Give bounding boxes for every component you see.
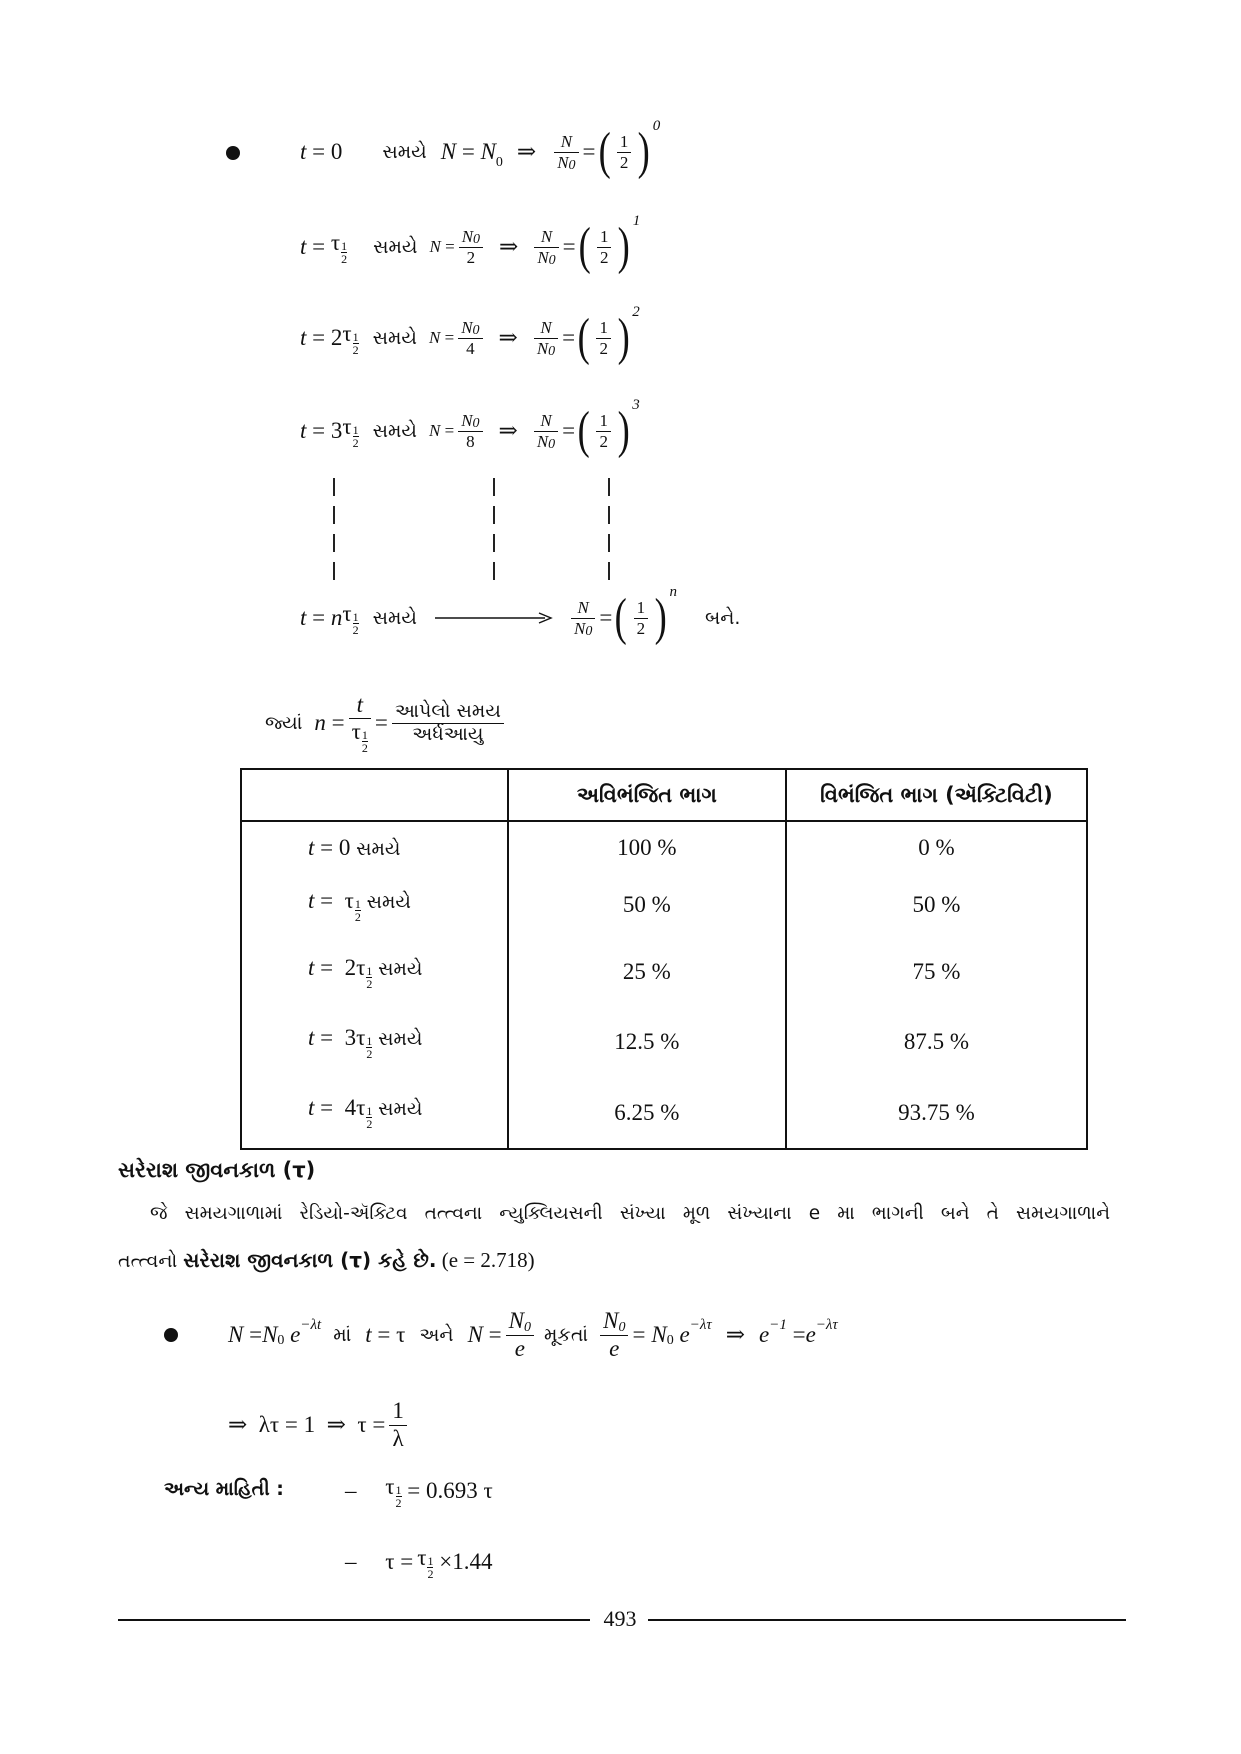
continuation-dash: [493, 478, 495, 496]
decay-table: [240, 768, 1088, 1150]
footer-rule-right: [648, 1619, 1126, 1621]
mean-life-equation: N = N 0 e −λt માં t = τ અને N = $\frac{N0}{e}$ મૂકતાં $\frac{N0}{e}$ = N 0 e −λτ ⇒ e −1 = e −λτ: [228, 1308, 838, 1361]
continuation-dash: [493, 506, 495, 524]
continuation-dash: [608, 534, 610, 552]
table-row: t = 2τ 1 2 સમયે 25 % 75 %: [241, 937, 1087, 1007]
continuation-dash: [608, 506, 610, 524]
continuation-dash: [493, 534, 495, 552]
continuation-dash: [608, 562, 610, 580]
where-definition: જ્યાં n = t τ 1 2 = $\frac{\text{આપેલો સમય}}{\text{અર્ધઆયુ}}$: [265, 683, 508, 763]
continuation-dash: [333, 562, 335, 580]
table-row: t = 4τ 1 2 સમયે 6.25 % 93.75 %: [241, 1077, 1087, 1149]
bullet: [164, 1328, 178, 1342]
other-info-line-1: – τ 1 2 = 0.693 τ: [345, 1473, 493, 1510]
section-heading: સરેરાશ જીવનકાળ (τ): [118, 1158, 316, 1182]
sequence-row-2: t = 2 τ 1 2 સમયે N = $\frac{N0}{4}$ ⇒ $\frac{N}{N0}$ = ( $\frac{1}{2}$ ) 2: [300, 303, 640, 366]
mean-life-result: ⇒ λτ = 1 ⇒ τ = $\frac{1}{\lambda}$: [228, 1393, 411, 1457]
page-number: 493: [603, 1606, 637, 1631]
long-arrow: [435, 605, 553, 631]
footer-rule-left: [118, 1619, 590, 1621]
bullet: [226, 146, 240, 160]
samaye-label: સમયે: [382, 141, 427, 163]
sequence-row-3: t = 3 τ 1 2 સમયે N = $\frac{N0}{8}$ ⇒ $\frac{N}{N0}$ = ( $\frac{1}{2}$ ) 3: [300, 396, 640, 459]
continuation-dash: [493, 562, 495, 580]
sequence-row-1: t = τ 1 2 સમયે N = $\frac{N0}{2}$ ⇒ $\frac{N}{N0}$ = ( $\frac{1}{2}$ ) 1: [300, 212, 641, 275]
table-row: t = τ 1 2 સમયે 50 % 50 %: [241, 873, 1087, 937]
paragraph-line-2: તત્ત્વનો સરેરાશ જીવનકાળ (τ) કહે છે. (e = 2.718): [118, 1248, 535, 1272]
paragraph-line-1: જે સમયગાળામાં રેડિયો-ઍક્ટિવ તત્ત્વના ન્યુક્લિયસની સંખ્યા મૂળ સંખ્યાના e મા ભાગની બને તે સમયગાળાને: [150, 1203, 1110, 1224]
sequence-row-n: t = n τ 1 2 સમયે $\frac{N}{N0}$ = ( $\frac{1}{2}$ ) n બને.: [300, 583, 741, 646]
table-header-row: [241, 769, 1087, 821]
header-decayed: વિભંજિત ભાગ (ઍક્ટિવિટી): [820, 782, 1053, 807]
continuation-dash: [333, 506, 335, 524]
other-info-line-2: – τ = τ 1 2 ×1.44: [345, 1544, 493, 1581]
continuation-dash: [333, 534, 335, 552]
table-row: t = 0 સમયે 100 % 0 %: [241, 821, 1087, 873]
bane-label: બને.: [704, 607, 741, 629]
other-info-label: અન્ય માહિતી :: [164, 1478, 284, 1500]
continuation-dash: [333, 478, 335, 496]
header-undecayed: અવિભંજિત ભાગ: [508, 769, 786, 821]
continuation-dash: [608, 478, 610, 496]
sequence-row-0: t = 0 સમયે $N = N_0$ ⇒ $\frac{N}{N0}$ = ( $\frac{1}{2}$ ) 0: [300, 117, 661, 180]
table-row: t = 3τ 1 2 સમયે 12.5 % 87.5 %: [241, 1007, 1087, 1077]
